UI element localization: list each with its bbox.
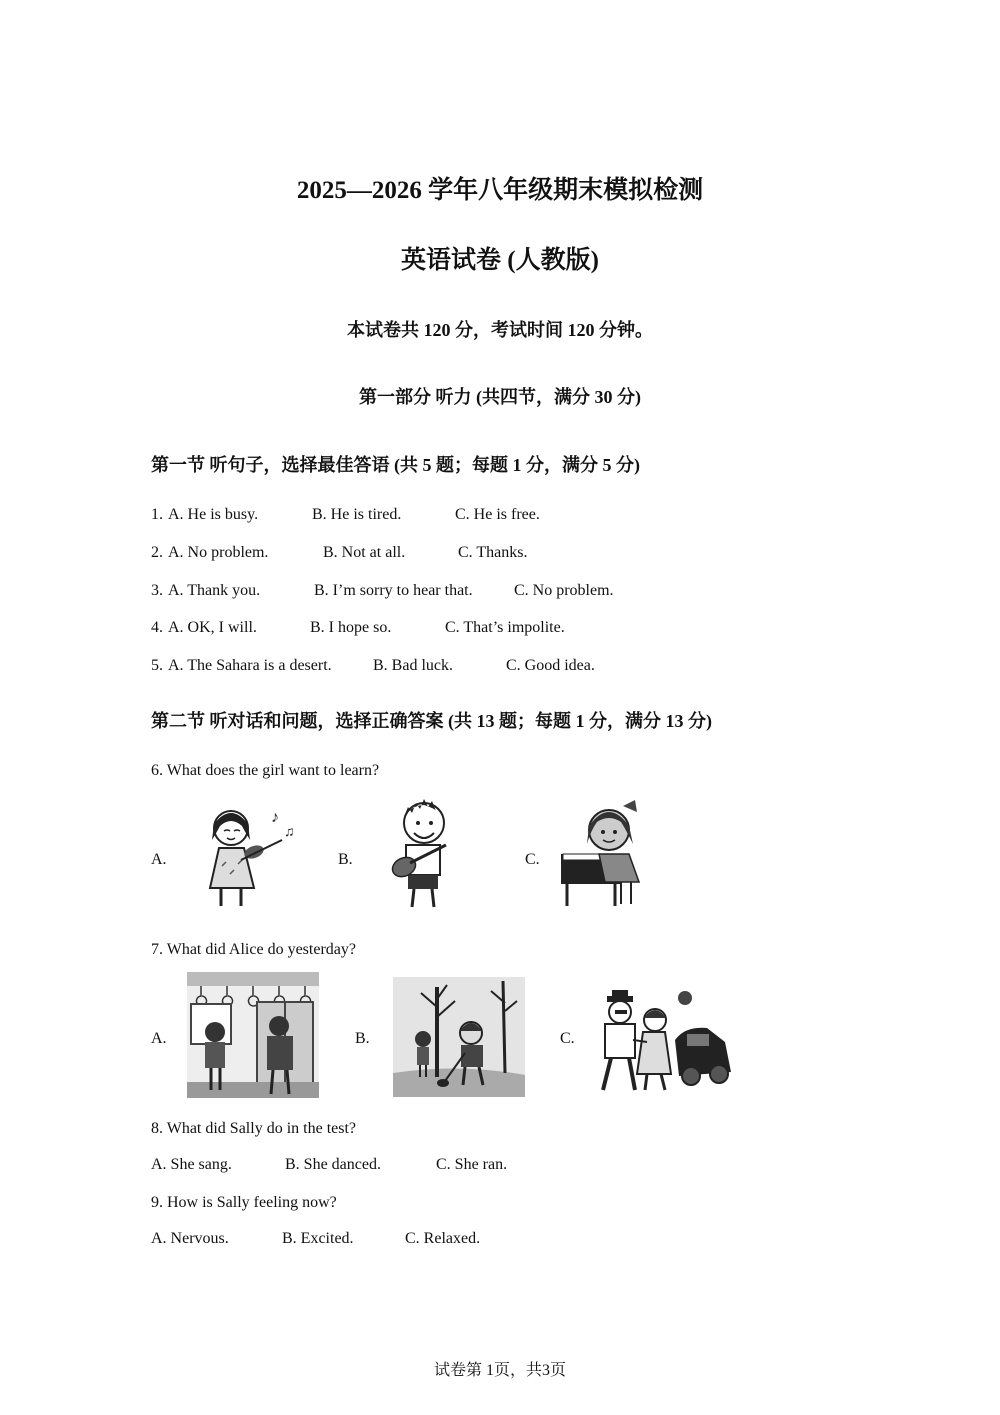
option-a: A. The Sahara is a desert. <box>168 657 332 674</box>
help-person-image <box>595 990 733 1094</box>
page-footer: 试卷第 1页，共3页 <box>433 1362 566 1379</box>
image-options-row <box>151 790 851 915</box>
svg-text:♫: ♫ <box>284 825 295 840</box>
option-label: B. <box>355 1030 370 1047</box>
option-c: C. No problem. <box>514 582 614 599</box>
option-label: C. <box>525 851 540 868</box>
question-row <box>151 1156 851 1176</box>
question-text: 9. How is Sally feeling now? <box>151 1194 337 1211</box>
question-number: 1. <box>151 506 163 523</box>
option-b: B. Bad luck. <box>373 657 453 674</box>
option-a: A. She sang. <box>151 1156 232 1173</box>
boy-guitar-image <box>376 795 461 910</box>
option-c: C. Relaxed. <box>405 1230 481 1247</box>
option-b: B. Excited. <box>282 1230 354 1247</box>
exam-title: 2025—2026 学年八年级期末模拟检测 <box>296 177 704 204</box>
section-heading: 第一节 听句子，选择最佳答语 (共 5 题；每题 1 分，满分 5 分) <box>151 455 640 475</box>
girl-violin-image <box>196 800 326 910</box>
option-b: B. He is tired. <box>312 506 402 523</box>
option-c: C. Good idea. <box>506 657 595 674</box>
option-a: A. Thank you. <box>168 582 261 599</box>
question-number: 4. <box>151 619 163 636</box>
question-number: 3. <box>151 582 163 599</box>
question-row <box>151 544 851 564</box>
option-b: B. I hope so. <box>310 619 392 636</box>
section-heading: 第二节 听对话和问题，选择正确答案 (共 13 题；每题 1 分，满分 13 分) <box>151 711 712 731</box>
option-a: A. OK, I will. <box>168 619 257 636</box>
girl-piano-image <box>559 798 649 910</box>
subway-train-image <box>187 972 319 1098</box>
question-number: 2. <box>151 544 163 561</box>
option-b: B. I’m sorry to hear that. <box>314 582 473 599</box>
part-heading: 第一部分 听力 (共四节，满分 30 分) <box>359 387 641 407</box>
option-c: C. She ran. <box>436 1156 508 1173</box>
question-text: 6. What does the girl want to learn? <box>151 762 380 779</box>
question-row <box>151 582 851 602</box>
option-c: C. He is free. <box>455 506 540 523</box>
question-text: 7. What did Alice do yesterday? <box>151 941 356 958</box>
image-options-row <box>151 970 851 1100</box>
option-b: B. Not at all. <box>323 544 406 561</box>
option-label: B. <box>338 851 353 868</box>
question-row <box>151 1230 851 1250</box>
question-row <box>151 657 851 677</box>
option-label: A. <box>151 851 167 868</box>
exam-subtitle: 英语试卷 (人教版) <box>401 247 599 274</box>
option-c: C. That’s impolite. <box>445 619 565 636</box>
question-number: 5. <box>151 657 163 674</box>
planting-tree-image <box>393 977 525 1097</box>
exam-note: 本试卷共 120 分，考试时间 120 分钟。 <box>347 320 653 340</box>
question-text: 8. What did Sally do in the test? <box>151 1120 357 1137</box>
question-row <box>151 619 851 639</box>
option-label: A. <box>151 1030 167 1047</box>
option-c: C. Thanks. <box>458 544 528 561</box>
question-row <box>151 506 851 526</box>
option-label: C. <box>560 1030 575 1047</box>
option-a: A. Nervous. <box>151 1230 229 1247</box>
option-a: A. He is busy. <box>168 506 259 523</box>
option-a: A. No problem. <box>168 544 269 561</box>
option-b: B. She danced. <box>285 1156 381 1173</box>
svg-text:♪: ♪ <box>271 809 279 826</box>
